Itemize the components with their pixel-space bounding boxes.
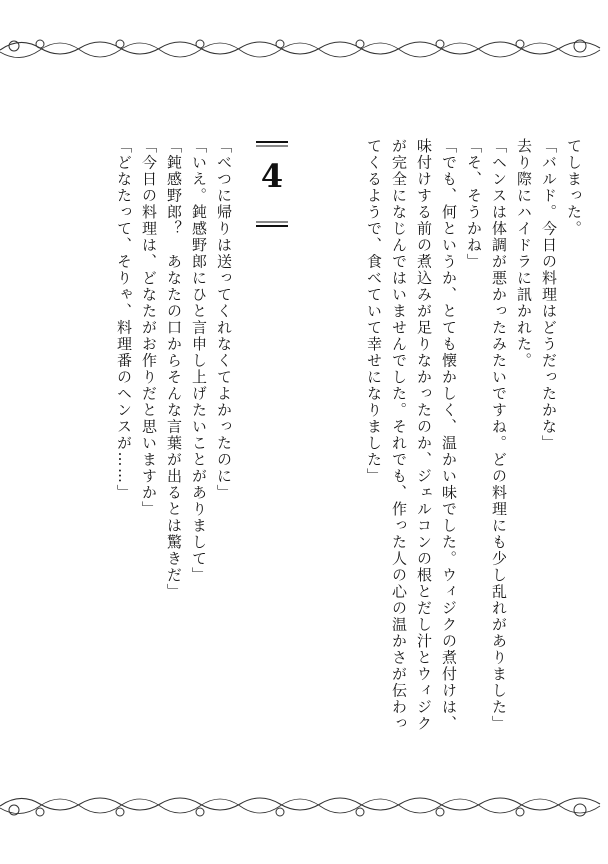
- text-column-8: が完全になじんではいませんでした。それでも、作った人の心の温かさが伝わっ: [390, 138, 408, 732]
- text-column-6: 「でも、何というか、とても懐かしく、温かい味でした。ウィジクの煮付けは、: [440, 138, 458, 732]
- text-column-5: 「そ、そうかね」: [465, 138, 483, 270]
- text-column-3: 去り際にハイドラに訊かれた。: [515, 138, 533, 369]
- text-column-7: 味付けする前の煮込みが足りなかったのか、ジェルコンの根とだし汁とウィジク: [415, 138, 433, 732]
- text-column-2: 「バルド。今日の料理はどうだったかな」: [540, 138, 558, 452]
- text-column-1: てしまった。: [565, 138, 583, 237]
- chapter-number: 4: [260, 157, 284, 195]
- text-column-11: 「いえ。鈍感野郎にひと言申し上げたいことがありまして」: [190, 138, 208, 584]
- text-column-13: 「今日の料理は、どなたがお作りだと思いますか」: [140, 138, 158, 518]
- text-column-4: 「ヘンスは体調が悪かったみたいですね。どの料理にも少し乱れがありました」: [490, 138, 508, 732]
- text-column-10: 「べつに帰りは送ってくれなくてよかったのに」: [215, 138, 233, 501]
- top-ornament-border: [0, 28, 608, 68]
- text-column-12: 「鈍感野郎？ あなたの口からそんな言葉が出るとは驚きだ」: [165, 138, 183, 600]
- text-column-9: てくるようで、食べていて幸せになりました」: [365, 138, 383, 485]
- bottom-ornament-border: [0, 788, 608, 828]
- chapter-heading: [248, 138, 296, 230]
- text-column-14: 「どなたって、そりゃ、料理番のヘンスが……」: [115, 138, 133, 501]
